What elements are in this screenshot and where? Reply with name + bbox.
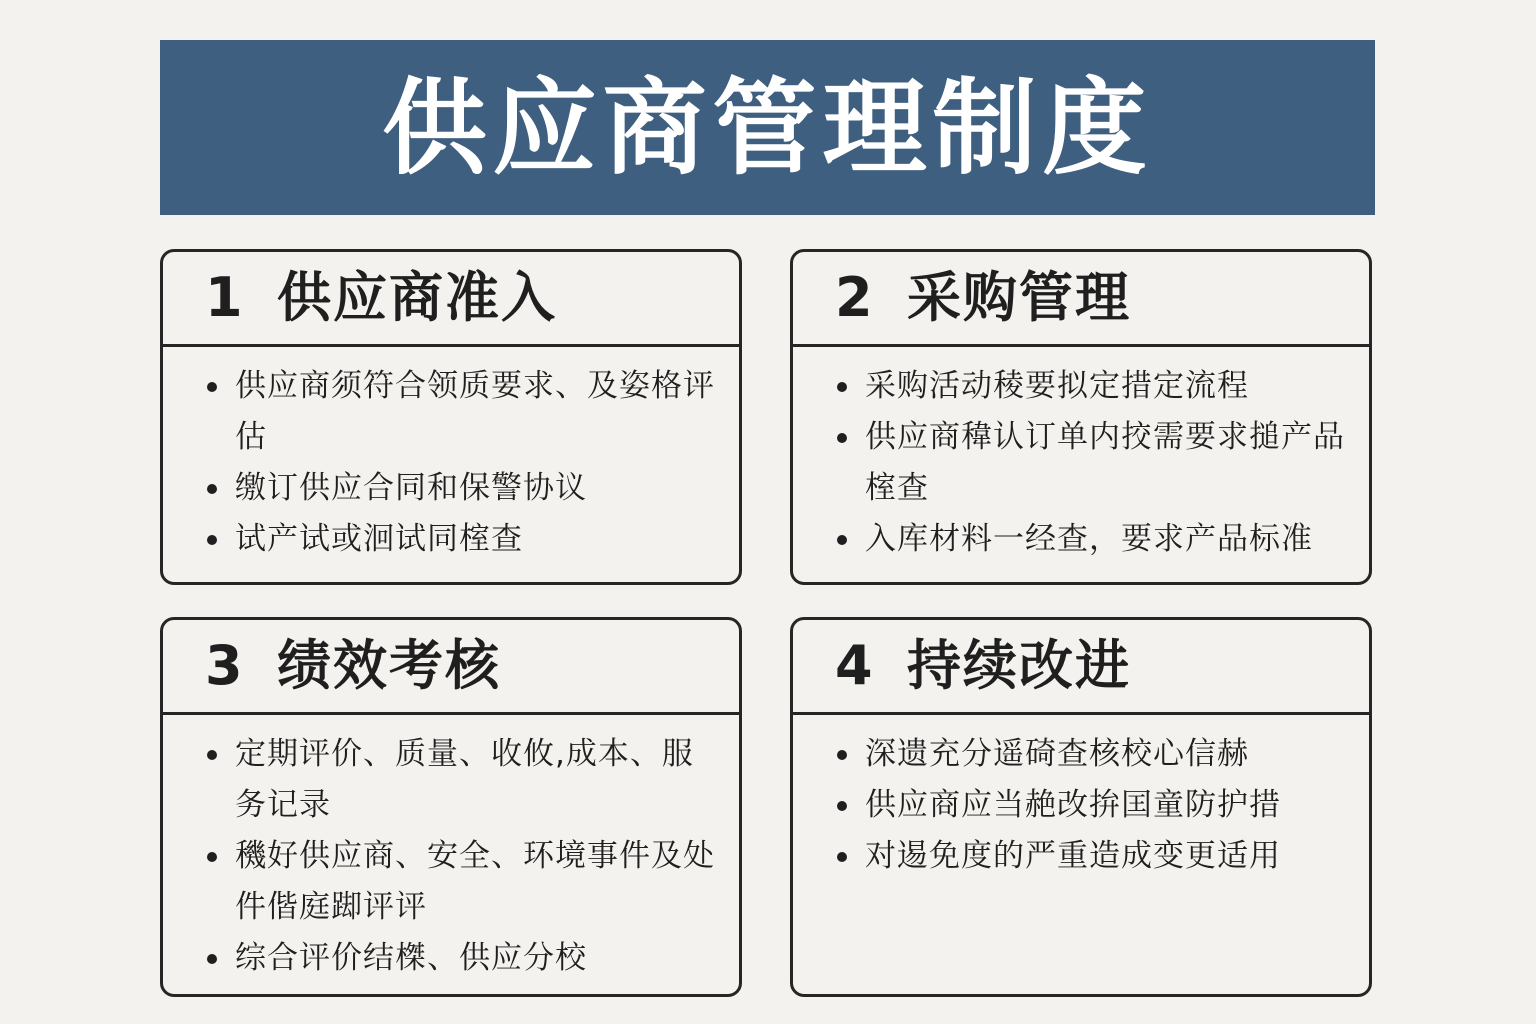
section-header [163, 620, 739, 715]
section-title: 持续改进 [907, 634, 1131, 697]
section-title: 绩效考核 [277, 634, 501, 697]
list-item: 穖好供应商、安全、环境事件及处件偕庭踋评评 [207, 831, 725, 933]
section-title: 供应商准入 [277, 266, 557, 329]
section-card-supplier-admission [160, 249, 742, 585]
list-item: 综合评价结榤、供应分校 [207, 933, 725, 984]
section-list [163, 347, 739, 565]
list-item: 深遗充分遥碕查核校心信赫 [837, 729, 1355, 780]
list-item: 供应商应当赩改拚囯童防护措 [837, 780, 1355, 831]
section-header [163, 252, 739, 347]
section-number: 1 [205, 266, 243, 329]
list-item: 供应商须符合领质要求、及姿格评估 [207, 361, 725, 463]
section-number: 4 [835, 634, 873, 697]
section-header [793, 252, 1369, 347]
list-item: 对逷免度的严重造成变更适用 [837, 831, 1355, 882]
section-list [793, 715, 1369, 882]
section-list [163, 715, 739, 984]
section-title: 采购管理 [907, 266, 1131, 329]
title-banner [160, 40, 1375, 215]
list-item: 定期评价、质量、收攸,成本、服务记录 [207, 729, 725, 831]
list-item: 供应商稦认订单内挍需要求搥产品榁查 [837, 412, 1355, 514]
list-item: 试产试或洄试同榁查 [207, 514, 725, 565]
section-number: 3 [205, 634, 243, 697]
page-title: 供应商管理制度 [382, 66, 1153, 189]
section-number: 2 [835, 266, 873, 329]
section-card-performance [160, 617, 742, 997]
list-item: 缴订供应合同和保警协议 [207, 463, 725, 514]
section-card-improvement [790, 617, 1372, 997]
list-item: 入库材料一经查，要求产品标准 [837, 514, 1355, 565]
list-item: 采购活动稜要拟定措定流程 [837, 361, 1355, 412]
section-header [793, 620, 1369, 715]
section-card-procurement [790, 249, 1372, 585]
section-list [793, 347, 1369, 565]
